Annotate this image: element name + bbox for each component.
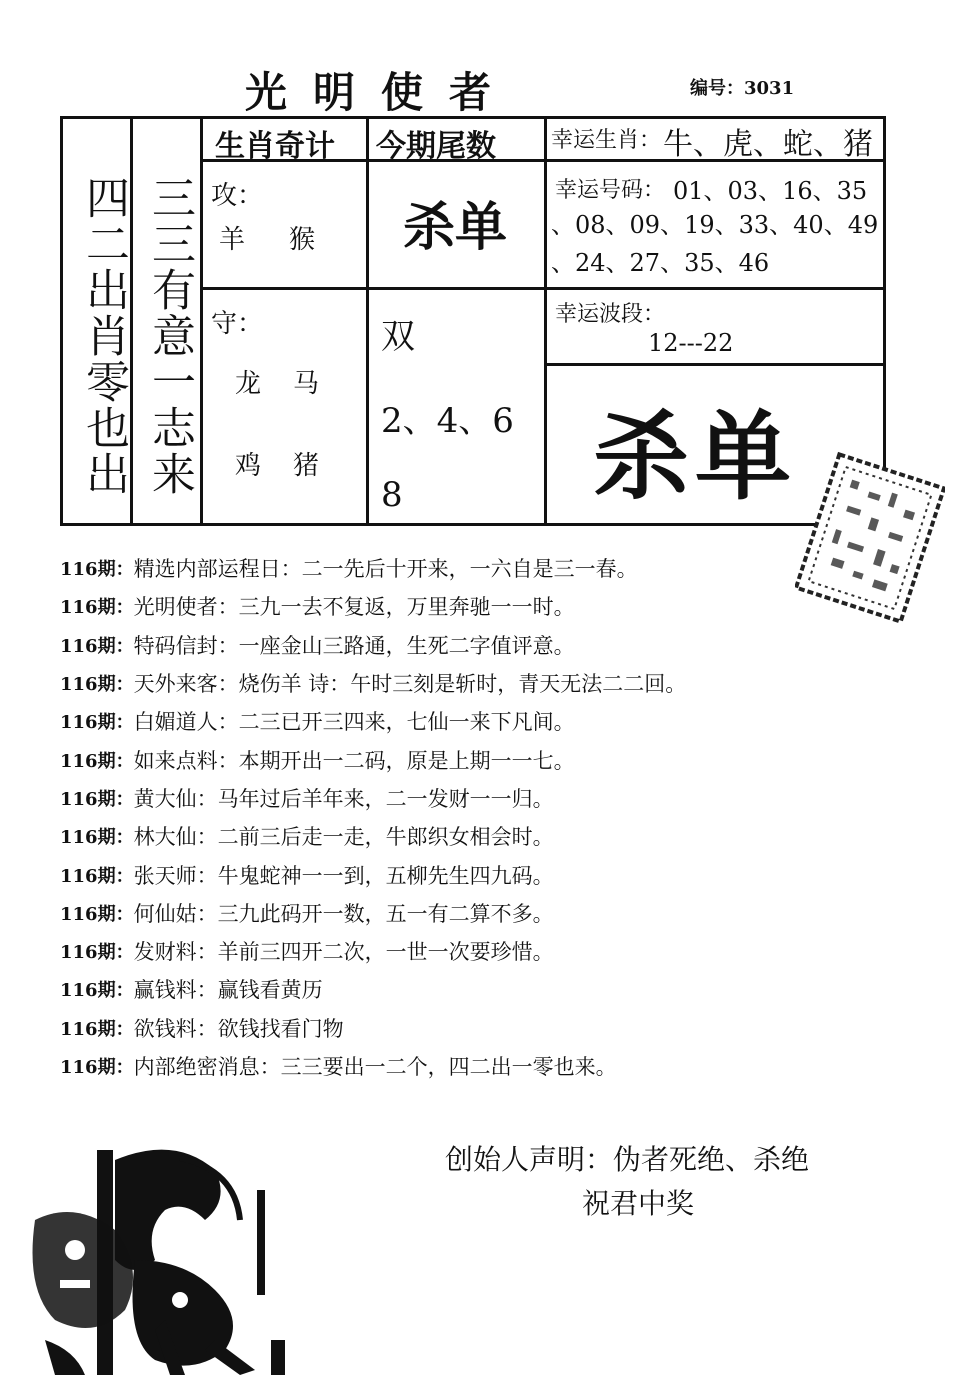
period-line <box>60 779 820 817</box>
tail-numbers: 8 <box>381 475 403 515</box>
period-line <box>60 1009 820 1047</box>
page-title: 光明使者 <box>245 68 518 117</box>
lucky-numbers-label: 幸运号码： <box>555 178 666 203</box>
period-line <box>60 587 820 625</box>
founder-statement: 创始人声明：伪者死绝、杀绝 <box>445 1143 810 1176</box>
period-number: 116期： <box>60 865 134 887</box>
period-text: 光明使者：三九一去不复返，万里奔驰一一时。 <box>133 595 575 620</box>
period-number: 116期： <box>60 980 134 1002</box>
tail-double: 双 <box>381 317 415 357</box>
period-text: 精选内部运程日：二一先后十开来，一六自是三一春。 <box>133 557 638 582</box>
attack-animal: 羊 <box>219 225 246 255</box>
issue-code-label: 编号： <box>690 78 744 99</box>
period-line <box>60 932 820 970</box>
prediction-table <box>60 116 886 526</box>
period-number: 116期： <box>60 903 134 925</box>
lucky-numbers: 、08、09、19、33、40、49 <box>551 211 879 239</box>
period-number: 116期： <box>60 1018 134 1040</box>
period-text: 何仙姑：三九此码开一数，五一有二算不多。 <box>133 901 554 926</box>
defend-label: 守： <box>211 309 264 339</box>
period-line <box>60 894 820 932</box>
period-text: 如来点料：本期开出一二码，原是上期一一七。 <box>133 748 575 773</box>
period-list <box>60 549 820 1085</box>
tail-header: 今期尾数 <box>376 129 496 164</box>
period-number: 116期： <box>60 559 134 581</box>
period-text: 张天师：牛鬼蛇神一一到，五柳先生四九码。 <box>133 863 554 888</box>
period-line <box>60 855 820 893</box>
period-text: 天外来客：烧伤羊 诗：午时三刻是斩时，青天无法二二回。 <box>133 672 687 697</box>
period-text: 白媚道人：二三已开三四来，七仙一来下凡间。 <box>133 710 575 735</box>
period-number: 116期： <box>60 942 134 964</box>
lucky-wave-label: 幸运波段： <box>555 302 666 327</box>
left-column-hint-1: 四二出肖零也出 <box>78 175 129 497</box>
zodiac-header: 生肖奇计 <box>215 129 335 164</box>
period-number: 116期： <box>60 712 134 734</box>
period-line <box>60 549 820 587</box>
period-number: 116期： <box>60 750 134 772</box>
period-line <box>60 740 820 778</box>
period-number: 116期： <box>60 597 134 619</box>
period-number: 116期： <box>60 674 134 696</box>
big-kill: 杀单 <box>593 400 797 513</box>
period-number: 116期： <box>60 635 134 657</box>
tail-kill: 杀单 <box>403 197 508 258</box>
attack-label: 攻： <box>211 181 264 211</box>
lucky-zodiac-value: 牛、虎、蛇、猪 <box>663 127 873 162</box>
lucky-wave-value: 12---22 <box>648 329 734 357</box>
period-text: 赢钱料：赢钱看黄历 <box>133 978 323 1003</box>
period-line <box>60 664 820 702</box>
issue-code <box>690 74 794 100</box>
attack-animal: 猴 <box>289 225 316 255</box>
period-number: 116期： <box>60 788 134 810</box>
period-line <box>60 702 820 740</box>
lucky-numbers: 、24、27、35、46 <box>551 249 770 277</box>
period-line <box>60 626 820 664</box>
blessing: 祝君中奖 <box>582 1187 695 1220</box>
lucky-zodiac-label: 幸运生肖： <box>551 128 662 153</box>
defend-animal: 鸡 <box>235 451 262 481</box>
period-text: 内部绝密消息：三三要出一二个，四二出一零也来。 <box>133 1055 617 1079</box>
period-text: 林大仙：二前三后走一走，牛郎织女相会时。 <box>133 825 554 850</box>
defend-animal: 猪 <box>293 451 320 481</box>
period-line <box>60 1047 820 1085</box>
period-text: 特码信封：一座金山三路通，生死二字值评意。 <box>133 633 575 658</box>
period-number: 116期： <box>60 1057 134 1078</box>
issue-code-value: 3031 <box>744 78 795 99</box>
period-text: 发财料：羊前三四开二次，一世一次要珍惜。 <box>133 940 554 965</box>
period-number: 116期： <box>60 827 134 849</box>
period-line <box>60 817 820 855</box>
lucky-numbers: 01、03、16、35 <box>673 177 868 205</box>
warrior-illustration <box>15 1140 315 1380</box>
period-line <box>60 970 820 1008</box>
tail-numbers: 2、4、6 <box>381 401 514 441</box>
defend-animal: 龙 <box>235 369 262 399</box>
defend-animal: 马 <box>293 369 320 399</box>
left-column-hint-2: 三三有意一志来 <box>144 175 195 497</box>
period-text: 欲钱料：欲钱找看门物 <box>133 1016 344 1041</box>
period-text: 黄大仙：马年过后羊年来，二一发财一一归。 <box>133 786 554 811</box>
